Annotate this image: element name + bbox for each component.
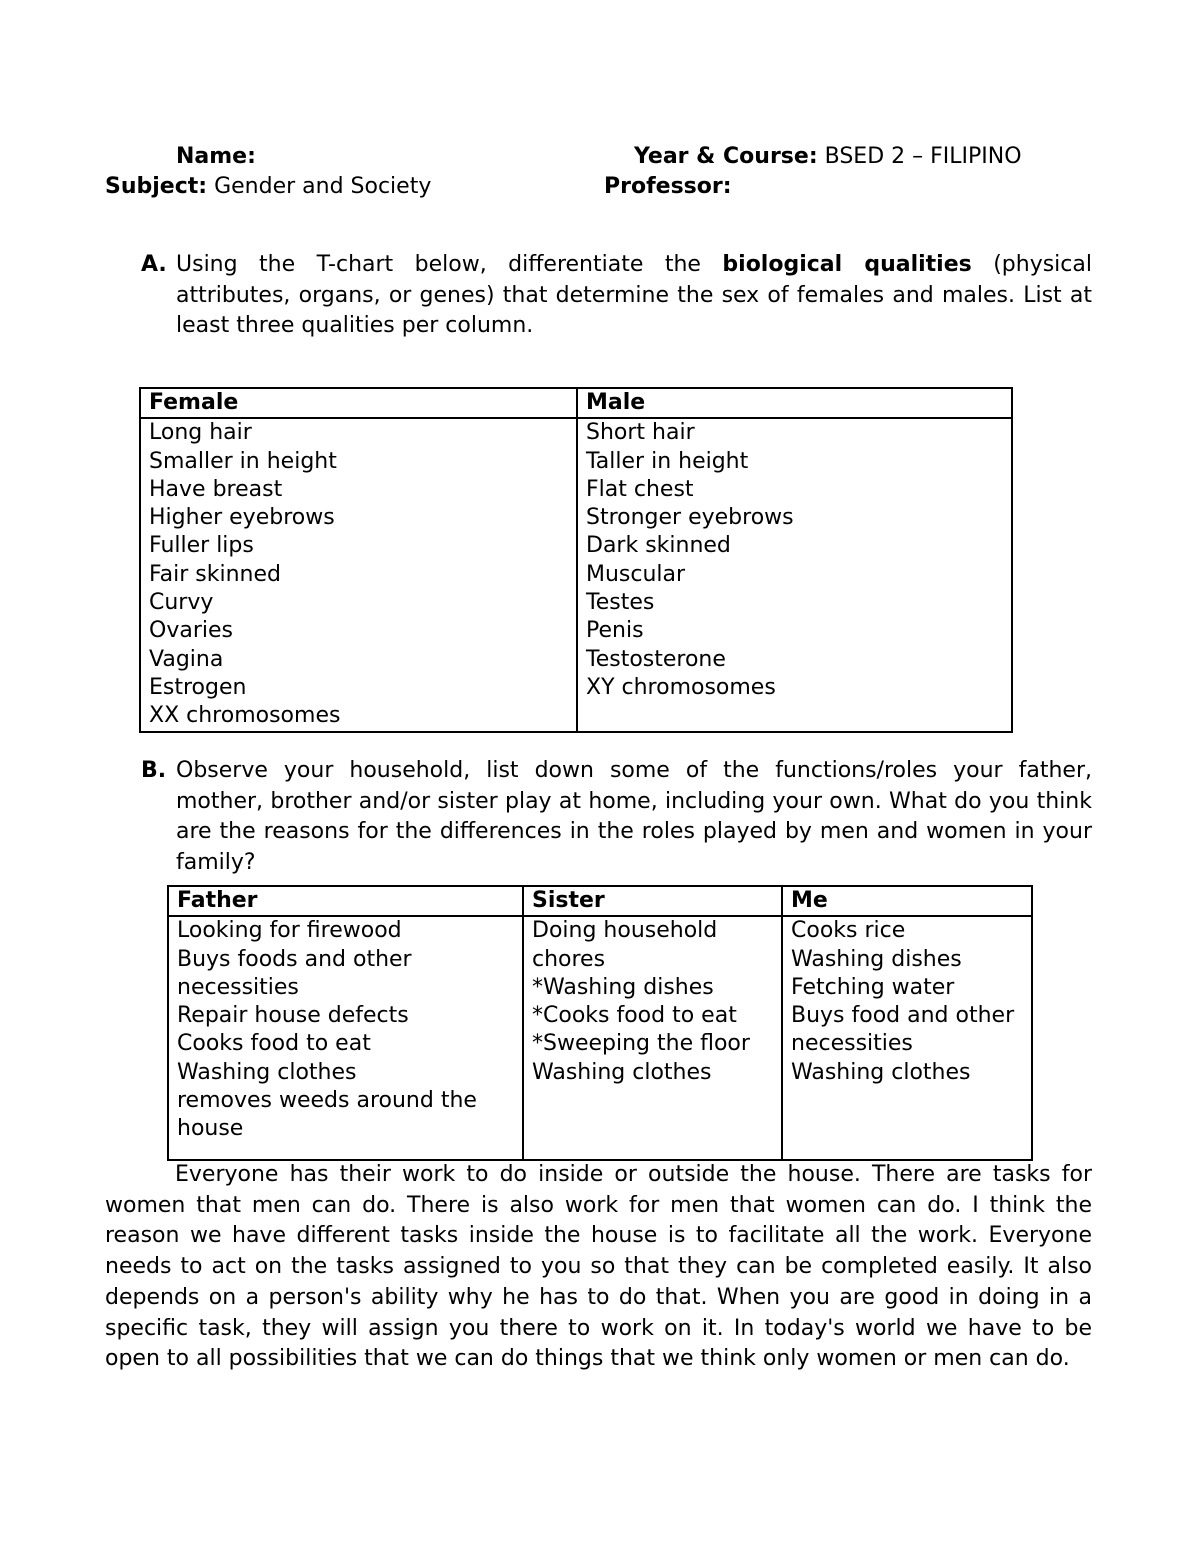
biological-qualities-emphasis: biological qualities xyxy=(722,252,972,277)
list-item: Vagina xyxy=(149,646,224,672)
list-item: Repair house defects xyxy=(177,1003,409,1029)
list-item: Cooks food to eat xyxy=(177,1031,371,1057)
father-roles-cell xyxy=(168,916,523,1160)
list-item: Muscular xyxy=(586,561,686,587)
list-item: Taller in height xyxy=(586,448,749,474)
list-item: XY chromosomes xyxy=(586,674,776,700)
subject-value: Gender and Society xyxy=(214,174,432,199)
year-course-value: BSED 2 – FILIPINO xyxy=(824,144,1022,169)
section-a-instructions: Using the T-chart below, differentiate the biological qualities (physical attributes, organs, or genes) that determine the sex of females and males. List at least three qualities per column. xyxy=(176,252,1092,338)
list-item: Washing clothes xyxy=(177,1059,357,1085)
list-item: removes weeds around the xyxy=(177,1088,477,1114)
list-item: Fuller lips xyxy=(149,533,254,559)
list-item: Higher eyebrows xyxy=(149,505,335,531)
list-item: Ovaries xyxy=(149,618,233,644)
list-item: Testosterone xyxy=(586,646,726,672)
t-chart-table xyxy=(139,387,1013,733)
list-item: Short hair xyxy=(586,420,695,446)
list-item: Looking for firewood xyxy=(177,918,402,944)
list-item: XX chromosomes xyxy=(149,703,341,729)
household-roles-table xyxy=(167,885,1033,1161)
list-item: Doing household xyxy=(532,918,718,944)
male-header: Male xyxy=(577,388,1012,418)
list-item: chores xyxy=(532,946,606,972)
subject-label: Subject: xyxy=(105,174,208,199)
list-item: Curvy xyxy=(149,590,214,616)
professor-field xyxy=(604,172,732,202)
section-b-instructions: Observe your household, list down some of the functions/roles your father, mother, brother and/or sister play at home, including your own. What do you think are the reasons for the differences in the roles played by men and women in your family? xyxy=(176,758,1092,875)
list-item: Buys foods and other xyxy=(177,946,412,972)
list-item: *Washing dishes xyxy=(532,974,714,1000)
sister-header: Sister xyxy=(523,886,782,916)
name-label: Name: xyxy=(176,144,256,169)
female-header: Female xyxy=(140,388,577,418)
list-item: Stronger eyebrows xyxy=(586,505,794,531)
list-item: Testes xyxy=(586,590,655,616)
me-header: Me xyxy=(782,886,1032,916)
list-item: Fair skinned xyxy=(149,561,281,587)
subject-field xyxy=(105,172,431,202)
list-item: Buys food and other xyxy=(791,1003,1015,1029)
name-field xyxy=(176,142,256,172)
list-item: Fetching water xyxy=(791,974,955,1000)
list-item: *Cooks food to eat xyxy=(532,1003,737,1029)
essay-answer: Everyone has their work to do inside or outside the house. There are tasks for women that men can do. There is also work for men that women can do. I think the reason we have different tasks inside the house is to facilitate all the work. Everyone needs to act on the tasks assigned to you so that they can be completed easily. It also depends on a person's ability why he has to do that. When you are good in doing in a specific task, they will assign you there to work on it. In today's world we have to be open to all possibilities that we can do things that we think only women or men can do. xyxy=(105,1162,1092,1372)
list-item: Estrogen xyxy=(149,674,247,700)
list-item: necessities xyxy=(177,974,299,1000)
list-item: Cooks rice xyxy=(791,918,906,944)
female-qualities-cell xyxy=(140,418,577,731)
list-item: Have breast xyxy=(149,476,283,502)
section-b-label: B. xyxy=(141,758,167,783)
male-qualities-cell xyxy=(577,418,1012,731)
list-item: necessities xyxy=(791,1031,913,1057)
list-item: Washing clothes xyxy=(791,1059,971,1085)
list-item: Penis xyxy=(586,618,644,644)
list-item: Flat chest xyxy=(586,476,694,502)
year-course-field xyxy=(634,142,1022,172)
year-course-label: Year & Course: xyxy=(634,144,818,169)
list-item: Washing dishes xyxy=(791,946,962,972)
father-header: Father xyxy=(168,886,523,916)
list-item: house xyxy=(177,1116,244,1142)
list-item: Washing clothes xyxy=(532,1059,712,1085)
sister-roles-cell xyxy=(523,916,782,1160)
list-item: Smaller in height xyxy=(149,448,337,474)
list-item: Long hair xyxy=(149,420,252,446)
me-roles-cell xyxy=(782,916,1032,1160)
list-item: *Sweeping the floor xyxy=(532,1031,750,1057)
professor-label: Professor: xyxy=(604,174,732,199)
section-a-label: A. xyxy=(141,252,167,277)
list-item: Dark skinned xyxy=(586,533,731,559)
